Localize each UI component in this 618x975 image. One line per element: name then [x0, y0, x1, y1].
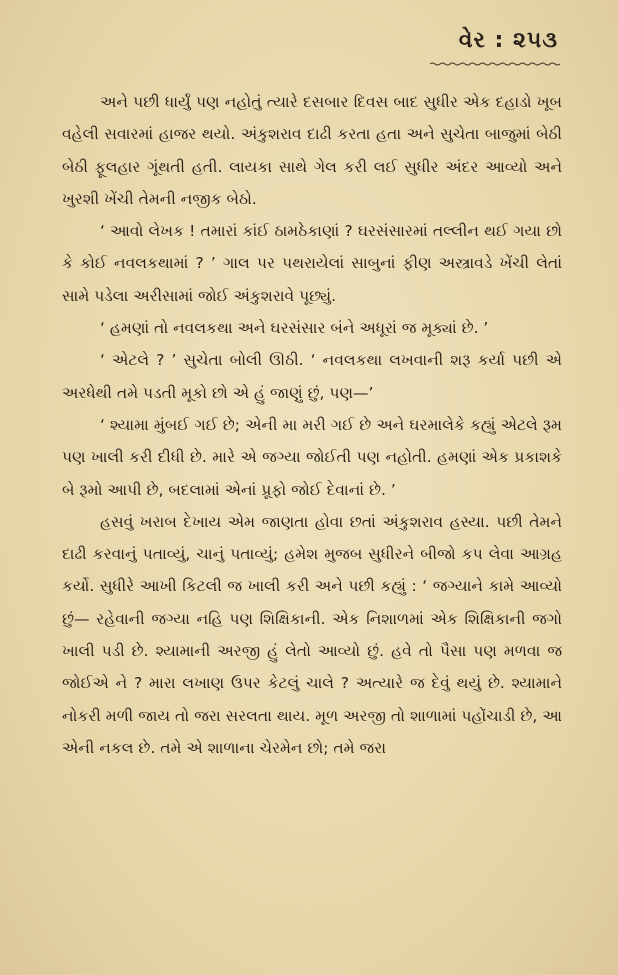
paragraph: ‘ હમણાં તો નવલકથા અને ઘરસંસાર બંને અધૂરાં જ મૂક્યાં છે. ’	[100, 319, 489, 338]
paragraph: ‘ શ્યામા મુંબઈ ગઈ છે; એની મા મરી ગઈ છે અને ઘરમાલેકે કહ્યું એટલે રૂમ પણ ખાલી કરી દીધી છે. મારે એ જગ્યા જોઈતી પણ નહોતી. હમણાં એક પ્રકાશકે બે રૂમો આપી છે, બદલામાં એનાં પ્રૂફો જોઈ દેવાનાં છે. ’	[62, 415, 562, 499]
paragraph: ‘ એટલે ? ’ સુચેતા બોલી ઊઠી. ‘ નવલકથા લખવાની શરૂ કર્યા પછી એ અરધેથી તમે પડતી મૂકો છો એ હું જાણું છું, પણ—’	[62, 351, 562, 402]
paragraph: ‘ આવો લેખક ! તમારાં કાંઈ ઠામઠેકાણાં ? ઘરસંસારમાં તલ્લીન થઈ ગયા છો કે કોઈ નવલકથામાં ? ’ ગાલ પર પથરાયેલાં સાબુનાં ફીણ અસ્ત્રાવડે ખેંચી લેતાં સામે પડેલા અરીસામાં જોઈ અંકુશરાવે પૂછ્યું.	[62, 222, 562, 305]
header-wavy-rule	[430, 62, 560, 66]
paragraph: અને પછી ધાર્યું પણ નહોતું ત્યારે દસબાર દિવસ બાદ સુધીર એક દહાડો ખૂબ વહેલી સવારમાં હાજર થયો. અંકુશરાવ દાઢી કરતા હતા અને સુચેતા બાજુમાં બેઠી બેઠી ફૂલહાર ગૂંથતી હતી. લાયકા સાથે ગેલ કરી લઈ સુધીર અંદર આવ્યો અને ખુરશી ખેંચી તેમની નજીક બેઠો.	[62, 93, 562, 208]
body-text	[62, 86, 562, 764]
paragraph: હસવું ખરાબ દેખાય એમ જાણતા હોવા છતાં અંકુશરાવ હસ્યા. પછી તેમને દાઢી કરવાનું પતાવ્યું, ચાનું પતાવ્યું; હમેશ મુજબ સુધીરને બીજો કપ લેવા આગ્રહ કર્યો. સુધીરે આખી કિટલી જ ખાલી કરી અને પછી કહ્યું : ‘ જગ્યાને કામે આવ્યો છું— રહેવાની જગ્યા નહિ પણ શિક્ષિકાની. એક નિશાળમાં એક શિક્ષિકાની જગો ખાલી પડી છે. શ્યામાની અરજી હું લેતો આવ્યો છું. હવે તો પૈસા પણ મળવા જ જોઈએ ને ? મારા લખાણ ઉપર કેટલું ચાલે ? અત્યારે જ દેવું થયું છે. શ્યામાને નોકરી મળી જાય તો જરા સરલતા થાય. મૂળ અરજી તો શાળામાં પહોંચાડી છે, આ એની નકલ છે. તમે એ શાળાના ચેરમેન છો; તમે જરા	[62, 512, 562, 757]
page-header: વેર : ૨૫૩	[458, 28, 558, 53]
